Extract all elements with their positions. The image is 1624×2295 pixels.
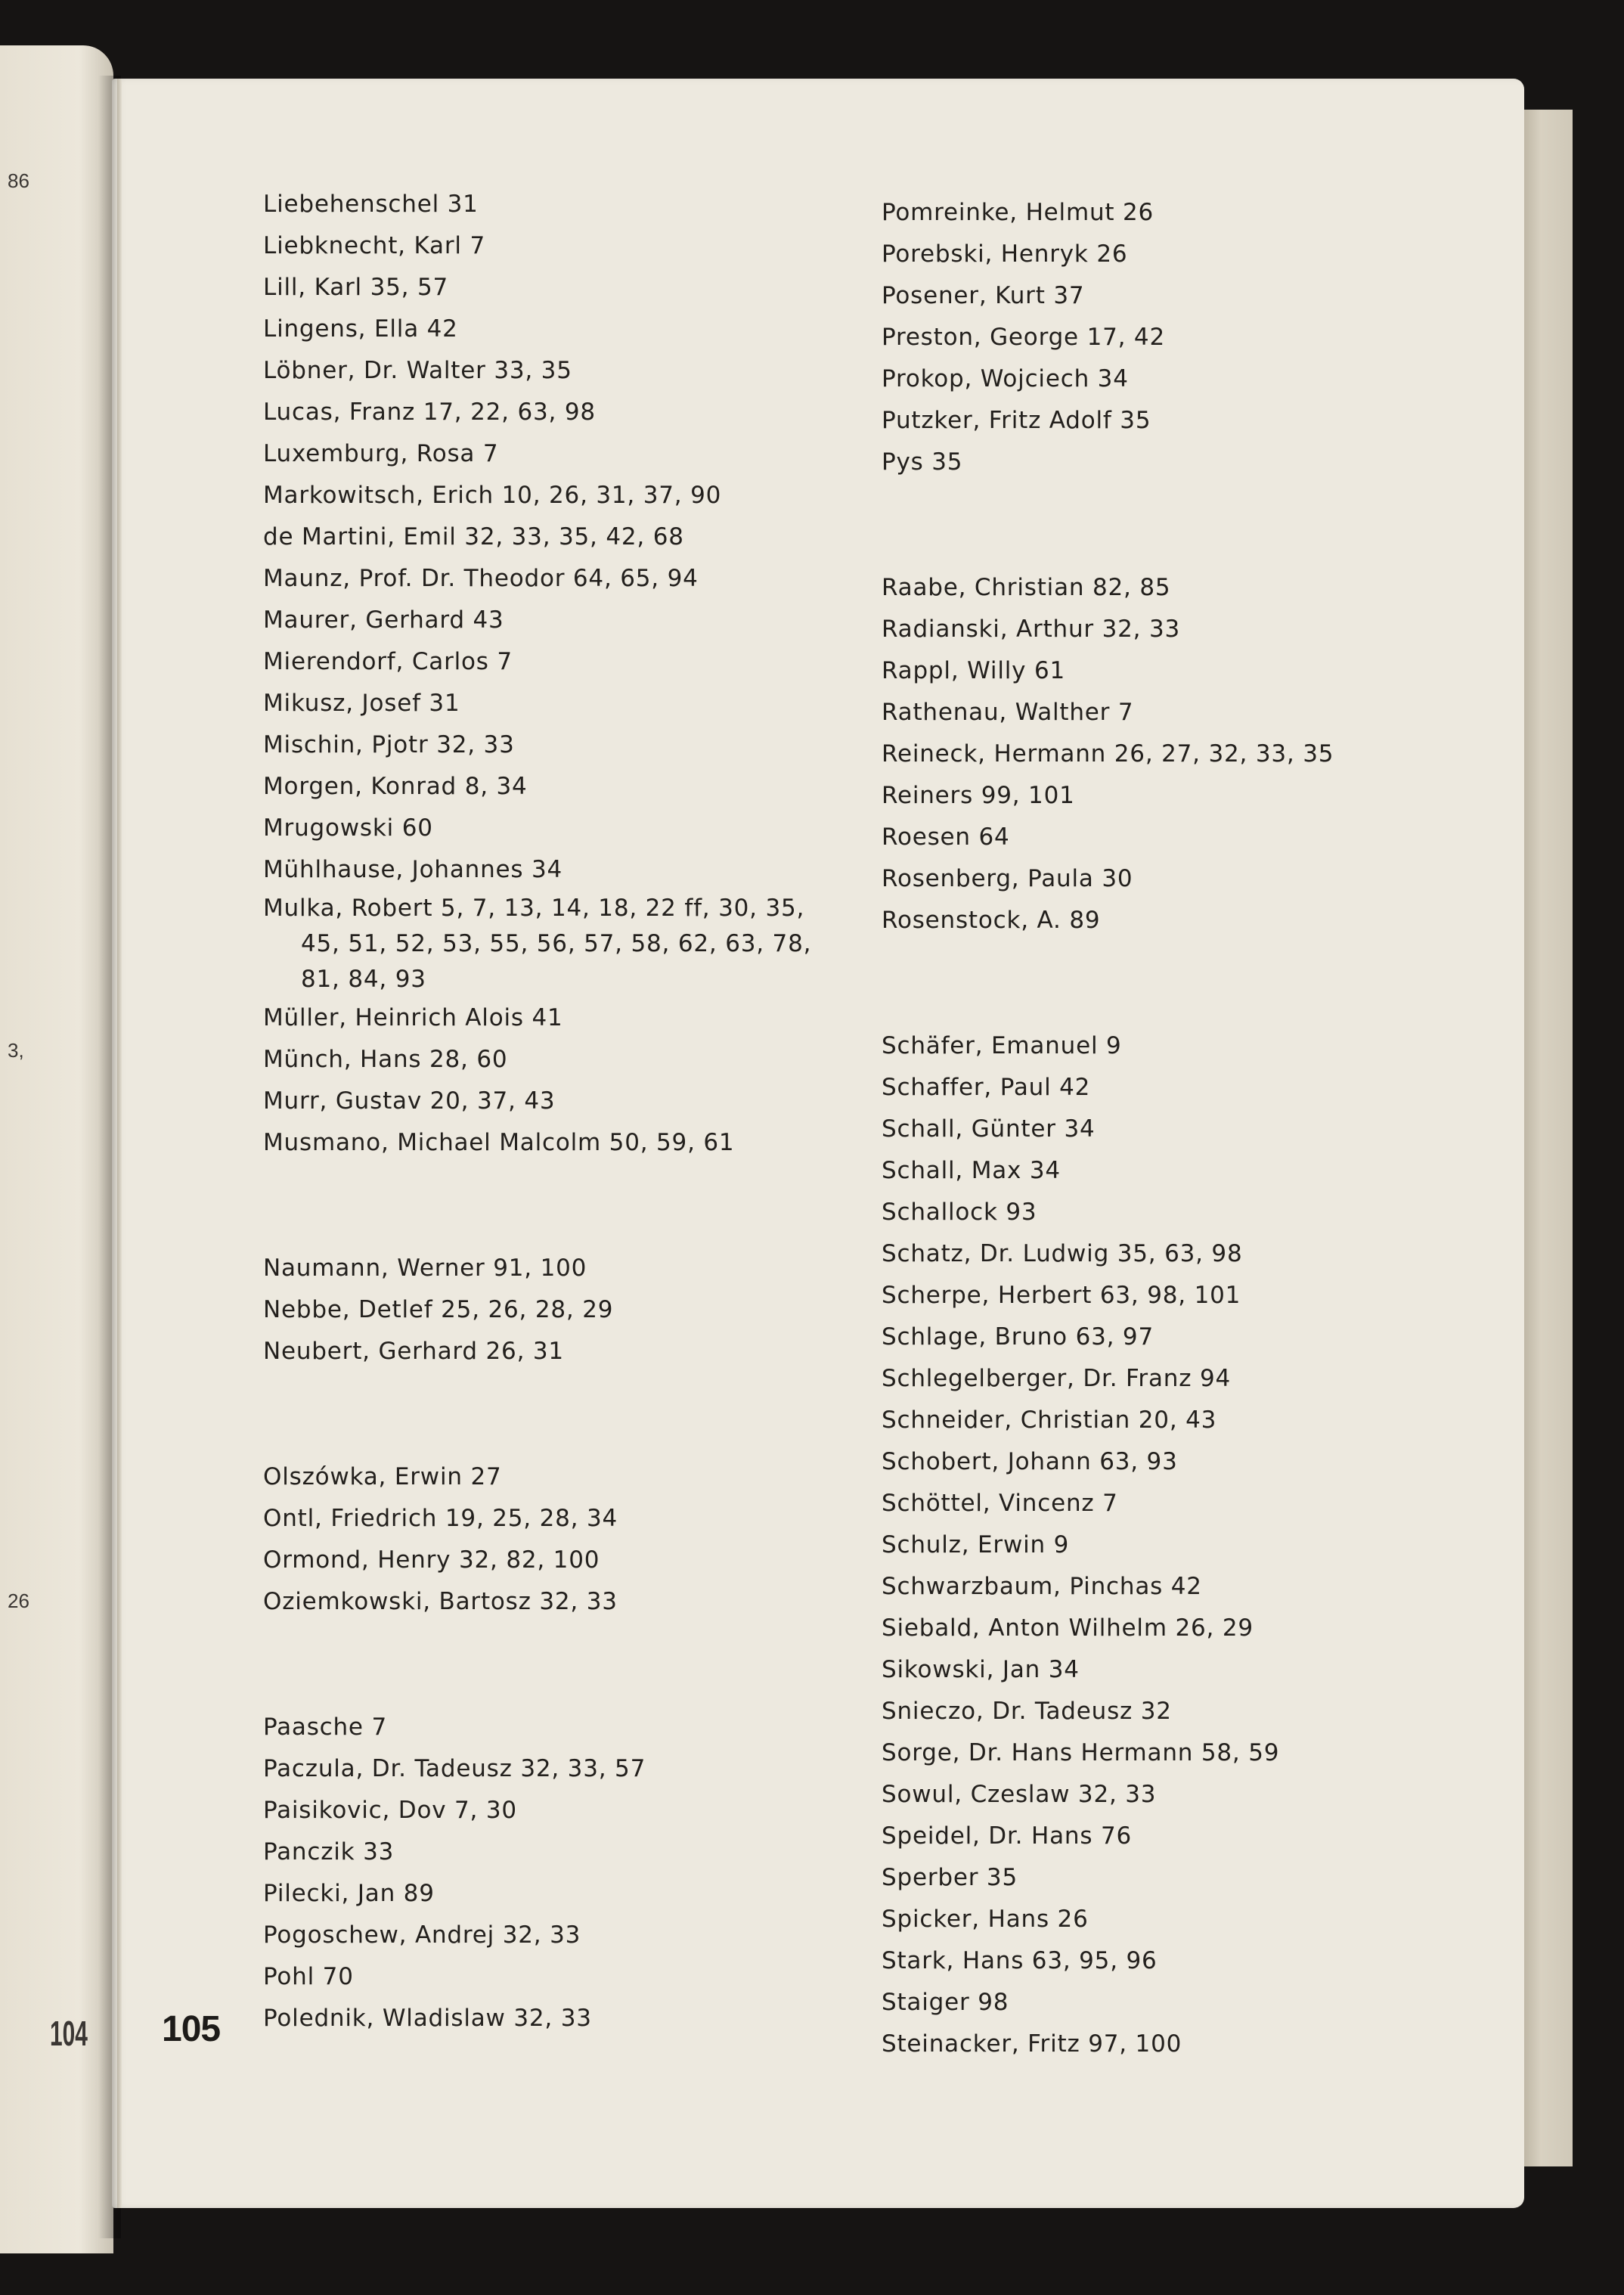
index-entry: Raabe, Christian 82, 85 (882, 574, 1171, 601)
index-entry: Rosenstock, A. 89 (882, 907, 1101, 934)
index-entry: Ormond, Henry 32, 82, 100 (263, 1546, 600, 1574)
index-entry: Liebknecht, Karl 7 (263, 232, 485, 259)
index-entry: Mühlhause, Johannes 34 (263, 856, 563, 883)
index-entry: Maurer, Gerhard 43 (263, 606, 504, 634)
index-entry: Nebbe, Detlef 25, 26, 28, 29 (263, 1296, 614, 1323)
index-entry: Schöttel, Vincenz 7 (882, 1490, 1118, 1517)
index-entry: Spicker, Hans 26 (882, 1906, 1089, 1933)
index-entry: Stark, Hans 63, 95, 96 (882, 1947, 1158, 1974)
index-entry: Schall, Max 34 (882, 1157, 1061, 1184)
index-entry: Scherpe, Herbert 63, 98, 101 (882, 1282, 1241, 1309)
index-entry: Schlage, Bruno 63, 97 (882, 1323, 1154, 1351)
index-entry: Steinacker, Fritz 97, 100 (882, 2030, 1182, 2058)
index-entry: Lill, Karl 35, 57 (263, 274, 449, 301)
index-entry: Paasche 7 (263, 1713, 387, 1741)
index-entry: Schwarzbaum, Pinchas 42 (882, 1573, 1202, 1600)
index-entry: Schallock 93 (882, 1199, 1037, 1226)
index-entry: Mrugowski 60 (263, 814, 433, 842)
index-entry: Sperber 35 (882, 1864, 1018, 1891)
index-entry: Olszówka, Erwin 27 (263, 1463, 502, 1490)
index-entry: Ontl, Friedrich 19, 25, 28, 34 (263, 1505, 618, 1532)
index-entry: Paisikovic, Dov 7, 30 (263, 1797, 517, 1824)
index-entry: Pys 35 (882, 448, 963, 476)
index-entry: Rappl, Willy 61 (882, 657, 1065, 684)
index-entry: Pilecki, Jan 89 (263, 1880, 435, 1907)
index-entry: Schneider, Christian 20, 43 (882, 1406, 1217, 1434)
index-entry: Preston, George 17, 42 (882, 324, 1165, 351)
index-entry: Lingens, Ella 42 (263, 315, 458, 343)
facing-page-number: 104 (50, 2014, 88, 2053)
index-entry: Snieczo, Dr. Tadeusz 32 (882, 1698, 1172, 1725)
index-entry: Lucas, Franz 17, 22, 63, 98 (263, 399, 596, 426)
index-entry: Reiners 99, 101 (882, 782, 1075, 809)
index-entry: Luxemburg, Rosa 7 (263, 440, 499, 467)
index-entry: Putzker, Fritz Adolf 35 (882, 407, 1151, 434)
index-entry: Schlegelberger, Dr. Franz 94 (882, 1365, 1231, 1392)
index-entry: Löbner, Dr. Walter 33, 35 (263, 357, 572, 384)
index-entry-multiline (263, 891, 811, 997)
index-entry: Mischin, Pjotr 32, 33 (263, 731, 515, 758)
page-gutter (117, 79, 122, 2208)
index-entry: Münch, Hans 28, 60 (263, 1046, 508, 1073)
index-entry: Paczula, Dr. Tadeusz 32, 33, 57 (263, 1755, 646, 1782)
section-gap (882, 941, 1334, 1025)
index-entry: Posener, Kurt 37 (882, 282, 1085, 309)
index-entry-line: Mulka, Robert 5, 7, 13, 14, 18, 22 ff, 30, 35, (263, 895, 805, 922)
index-column-right (882, 192, 1334, 2065)
facing-page-margin-fragment: 86 (8, 169, 29, 192)
index-entry: Rathenau, Walther 7 (882, 699, 1134, 726)
index-entry: Naumann, Werner 91, 100 (263, 1254, 587, 1282)
facing-page-margin-fragment: 26 (8, 1589, 29, 1612)
facing-page (0, 45, 113, 2253)
index-entry: Panczik 33 (263, 1838, 395, 1865)
index-entry: Murr, Gustav 20, 37, 43 (263, 1087, 556, 1115)
index-column-left (263, 184, 811, 2039)
index-entry: Sowul, Czeslaw 32, 33 (882, 1781, 1157, 1808)
index-entry: Schall, Günter 34 (882, 1115, 1096, 1143)
index-entry: Speidel, Dr. Hans 76 (882, 1822, 1132, 1850)
index-entry: Pomreinke, Helmut 26 (882, 199, 1154, 226)
index-entry: Schobert, Johann 63, 93 (882, 1448, 1178, 1475)
index-entry: Pogoschew, Andrej 32, 33 (263, 1921, 581, 1949)
index-entry: Porebski, Henryk 26 (882, 240, 1128, 268)
index-entry: Pohl 70 (263, 1963, 354, 1990)
index-entry: Roesen 64 (882, 823, 1010, 851)
index-entry: Polednik, Wladislaw 32, 33 (263, 2005, 592, 2032)
index-entry: Liebehenschel 31 (263, 191, 479, 218)
section-gap (882, 483, 1334, 567)
index-entry: Reineck, Hermann 26, 27, 32, 33, 35 (882, 740, 1334, 768)
index-entry: Maunz, Prof. Dr. Theodor 64, 65, 94 (263, 565, 699, 592)
index-entry-continuation: 81, 84, 93 (301, 966, 426, 993)
index-entry: Mierendorf, Carlos 7 (263, 648, 513, 675)
index-entry: Mikusz, Josef 31 (263, 690, 460, 717)
index-entry: Neubert, Gerhard 26, 31 (263, 1338, 564, 1365)
section-gap (263, 1372, 811, 1456)
section-gap (263, 1623, 811, 1707)
page-number: 105 (162, 2009, 221, 2049)
index-entry: Siebald, Anton Wilhelm 26, 29 (882, 1614, 1254, 1642)
index-entry: Sorge, Dr. Hans Hermann 58, 59 (882, 1739, 1280, 1766)
index-entry: Müller, Heinrich Alois 41 (263, 1004, 563, 1031)
index-entry: Sikowski, Jan 34 (882, 1656, 1080, 1683)
index-entry: Prokop, Wojciech 34 (882, 365, 1129, 392)
section-gap (263, 1164, 811, 1248)
background-page-edge (1520, 110, 1573, 2166)
index-entry: de Martini, Emil 32, 33, 35, 42, 68 (263, 523, 684, 550)
facing-page-margin-fragment: 3, (8, 1039, 24, 1062)
index-entry: Markowitsch, Erich 10, 26, 31, 37, 90 (263, 482, 722, 509)
index-entry: Schäfer, Emanuel 9 (882, 1032, 1122, 1059)
index-entry: Oziemkowski, Bartosz 32, 33 (263, 1588, 618, 1615)
index-entry: Schatz, Dr. Ludwig 35, 63, 98 (882, 1240, 1243, 1267)
index-entry-continuation: 45, 51, 52, 53, 55, 56, 57, 58, 62, 63, 78, (301, 930, 812, 957)
index-entry: Staiger 98 (882, 1989, 1009, 2016)
index-entry: Radianski, Arthur 32, 33 (882, 616, 1181, 643)
index-entry: Schulz, Erwin 9 (882, 1531, 1070, 1558)
index-entry: Morgen, Konrad 8, 34 (263, 773, 528, 800)
index-entry: Rosenberg, Paula 30 (882, 865, 1133, 892)
index-entry: Musmano, Michael Malcolm 50, 59, 61 (263, 1129, 735, 1156)
index-entry: Schaffer, Paul 42 (882, 1074, 1091, 1101)
